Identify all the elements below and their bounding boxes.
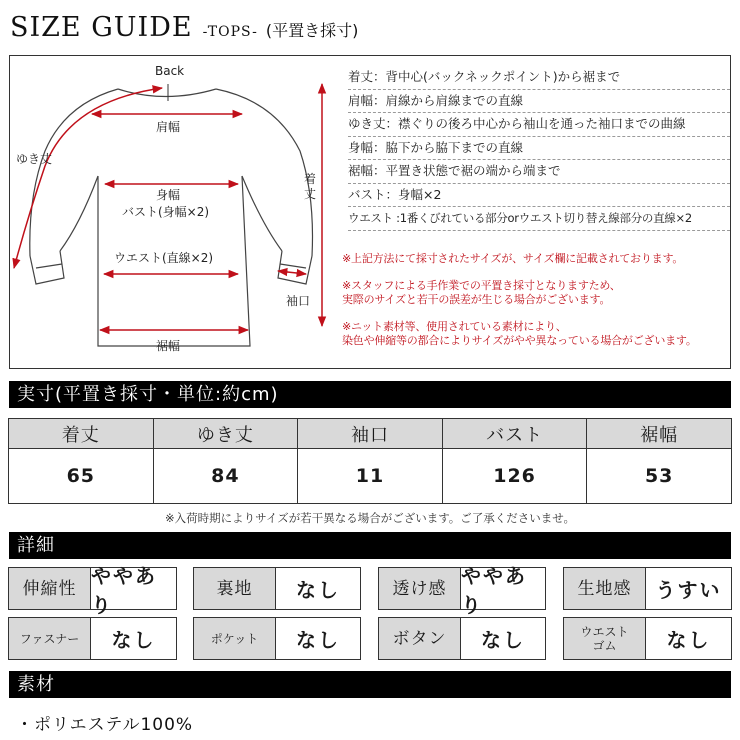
table-header-cell: 着丈 (9, 419, 154, 449)
note-line: 実際のサイズと若干の誤差が生じる場合がございます。 (342, 293, 611, 306)
detail-label: 伸縮性 (9, 568, 91, 609)
measurements-heading: 実寸(平置き採寸・単位:約cm) (9, 381, 731, 408)
measurement-definitions (348, 66, 730, 231)
definition-row: ゆき丈：襟ぐりの後ろ中心から袖山を通った袖口までの曲線 (348, 113, 730, 137)
definition-row: 肩幅：肩線から肩線までの直線 (348, 90, 730, 114)
definition-row: 身幅：脇下から脇下までの直線 (348, 137, 730, 161)
measurement-notes (342, 252, 732, 349)
label-hem: 裾幅 (156, 339, 181, 353)
detail-label: 生地感 (564, 568, 646, 609)
detail-item (8, 617, 177, 660)
table-header-cell: 裾幅 (587, 419, 732, 449)
note-line: ※スタッフによる手作業での平置き採寸となりますため、 (342, 278, 621, 292)
note-line: ※上記方法にて採寸されたサイズが、サイズ欄に記載されております。 (342, 252, 684, 265)
page-title: SIZE GUIDE (10, 12, 193, 43)
detail-value: なし (296, 628, 340, 652)
table-cell: 126 (442, 449, 587, 504)
detail-value: ややあり (91, 563, 157, 617)
table-cell: 53 (587, 449, 732, 504)
label-yuki: ゆき丈 (16, 152, 53, 166)
detail-item (378, 563, 546, 617)
table-cell: 84 (153, 449, 298, 504)
detail-value: なし (666, 628, 711, 652)
label-bust: バスト(身幅×2) (122, 205, 210, 219)
label-length: 着丈 (304, 172, 317, 201)
detail-item (193, 567, 361, 610)
detail-item (378, 617, 546, 660)
note-line: ※ニット素材等、使用されている素材により、 (342, 319, 567, 333)
table-cell: 65 (9, 449, 154, 504)
detail-item (8, 563, 177, 617)
detail-value: ややあり (461, 563, 527, 617)
definition-row: 着丈：背中心(バックネックポイント)から裾まで (348, 66, 730, 90)
label-back: Back (155, 64, 185, 78)
details-heading: 詳細 (9, 532, 731, 559)
table-header-cell: ゆき丈 (153, 419, 298, 449)
detail-value: うすい (655, 578, 722, 602)
label-shoulder: 肩幅 (156, 120, 181, 134)
size-footnote: ※入荷時期によりサイズが若干異なる場合がございます。ご了承くださいませ。 (165, 511, 575, 525)
measure-method: (平置き採寸) (265, 21, 359, 40)
detail-value: なし (481, 628, 525, 652)
detail-label: ポケット (194, 618, 276, 659)
definition-row: 裾幅：平置き状態で裾の端から端まで (348, 160, 730, 184)
table-row (9, 449, 732, 504)
detail-value: なし (296, 578, 340, 602)
table-header-cell: バスト (442, 419, 587, 449)
garment-diagram (10, 56, 340, 368)
note-line: 染色や伸縮等の都合によりサイズがやや異なっている場合がございます。 (342, 334, 697, 347)
detail-label: 透け感 (379, 568, 461, 609)
page-subtitle: -TOPS- (202, 24, 258, 40)
label-waist: ウエスト(直線×2) (114, 251, 214, 265)
table-header-cell: 袖口 (298, 419, 443, 449)
detail-item (193, 617, 361, 660)
detail-value: なし (111, 628, 156, 652)
label-cuff: 袖口 (286, 294, 311, 308)
table-cell: 11 (298, 449, 443, 504)
detail-label: ファスナー (9, 618, 91, 659)
material-text: ・ポリエステル100% (16, 715, 194, 735)
definition-row: ウエスト :1番くびれている部分orウエスト切り替え線部分の直線×2 (348, 207, 730, 231)
size-guide-title (10, 12, 358, 44)
label-mihaba: 身幅 (156, 188, 181, 202)
definition-row: バスト：身幅×2 (348, 184, 730, 208)
size-guide-box (9, 55, 731, 369)
size-table (8, 418, 732, 504)
detail-item (563, 567, 732, 610)
material-heading: 素材 (9, 671, 731, 698)
detail-label: 裏地 (194, 568, 276, 609)
table-header-row (9, 419, 732, 449)
detail-item (563, 617, 732, 660)
detail-label: ウエストゴム (564, 618, 646, 659)
detail-label: ボタン (379, 618, 461, 659)
